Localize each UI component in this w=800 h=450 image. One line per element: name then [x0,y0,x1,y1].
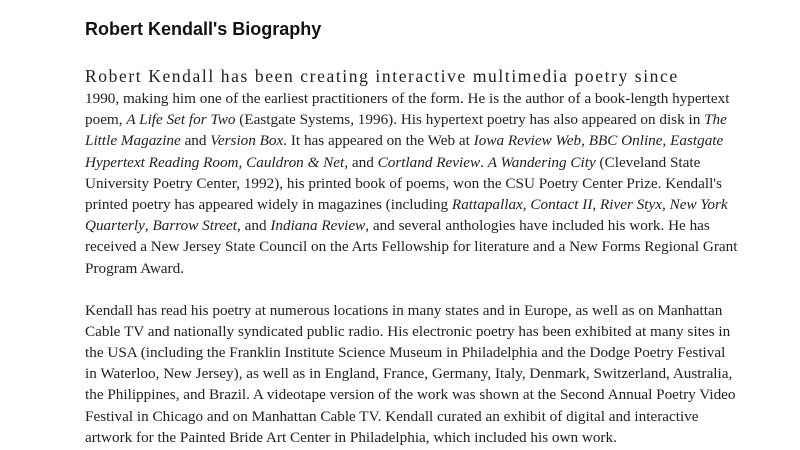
italic-title: Indiana Review [270,217,366,235]
paragraph-line [85,152,725,173]
paragraph-line [85,363,733,384]
italic-title: Rattapallax [451,195,523,213]
paragraph-line [85,194,728,215]
paragraph-line [85,173,725,194]
paragraph-line [85,300,725,321]
text-run: received a New Jersey State Council on the Arts Fellowship for literature and a New Forms Regional Grant [85,238,738,256]
text-run: poem, [85,111,127,129]
text-run: Program Award. [85,259,184,277]
text-run: the USA (including the Franklin Institute Science Museum in Philadelphia and the Dodge Poetry Festival [85,344,726,362]
italic-title: A Wandering City [487,153,596,171]
paragraph-line [85,384,736,405]
italic-title: Little Magazine [85,132,181,150]
text-run: Kendall has read his poetry at numerous locations in many states and in Europe, as well as on Manhattan [85,301,723,319]
biography-paragraph-1 [85,88,738,279]
text-run: , [661,195,670,213]
paragraph-line [85,109,725,130]
text-run: the Philippines, and Brazil. A videotape version of the work was shown at the Second Annual Poetry Video [85,386,736,404]
italic-title: Cauldron & Net [246,153,345,171]
text-run: artwork for the Painted Bride Art Center in Philadelphia, which included his own work. [85,428,617,446]
text-run: (Eastgate Systems, 1996). His hypertext poetry has also appeared on disk in [235,111,705,129]
italic-title: BBC Online [588,132,663,150]
text-run: , [592,195,600,213]
text-run: University Poetry Center, 1992), his printed book of poems, won the CSU Poetry Center Prize. Kendall's [85,174,722,192]
paragraph-line [85,236,738,257]
paragraph-line [85,321,731,342]
text-run: Festival in Chicago and on Manhattan Cable TV. Kendall curated an exhibit of digital and interactive [85,407,699,425]
italic-title: Contact II [530,195,593,213]
italic-title: Cortland Review [377,153,481,171]
italic-title: Version Box [210,132,284,150]
text-run: Cable TV and nationally syndicated public radio. His electronic poetry has been exhibited at many sites in [85,322,731,340]
italic-title: The [704,111,727,129]
text-run: (Cleveland State [595,153,701,171]
text-run: . [480,153,488,171]
text-run: , and several anthologies have included his work. He has [365,217,710,235]
text-run: , [522,195,531,213]
italic-title: Eastgate [670,132,724,150]
italic-title: Hypertext Reading Room [85,153,239,171]
italic-title: River Styx [600,195,662,213]
italic-title: New York [669,195,728,213]
paragraph-line [85,342,725,363]
italic-title: Iowa Review Web [473,132,582,150]
text-run: printed poetry has appeared widely in magazines (including [85,195,452,213]
paragraph-line [85,427,725,448]
text-run: , [144,217,153,235]
text-run: , and [237,217,271,235]
text-run: , and [344,153,378,171]
text-run: and [180,132,211,150]
paragraph-line [85,215,725,236]
text-run: 1990, making him one of the earliest practitioners of the form. He is the author of a book-length hypertext [85,90,730,107]
text-run: in Waterloo, New Jersey), as well as in England, France, Germany, Italy, Denmark, Switzerland, Australia, [85,365,733,383]
italic-title: Barrow Street [152,217,238,235]
text-run: . It has appeared on the Web at [283,132,474,150]
paragraph-line [85,88,730,109]
italic-title: A Life Set for Two [126,111,236,129]
biography-paragraph-2 [85,300,736,448]
lead-sentence: Robert Kendall has been creating interactive multimedia poetry since [85,66,679,86]
paragraph-line [85,130,725,151]
text-run: , [581,132,589,150]
paragraph-line [85,258,725,279]
paragraph-line [85,406,725,427]
biography-body [85,64,738,448]
page-title: Robert Kendall's Biography [85,19,322,39]
text-run: , [238,153,247,171]
italic-title: Quarterly [85,217,145,235]
text-run: , [662,132,671,150]
